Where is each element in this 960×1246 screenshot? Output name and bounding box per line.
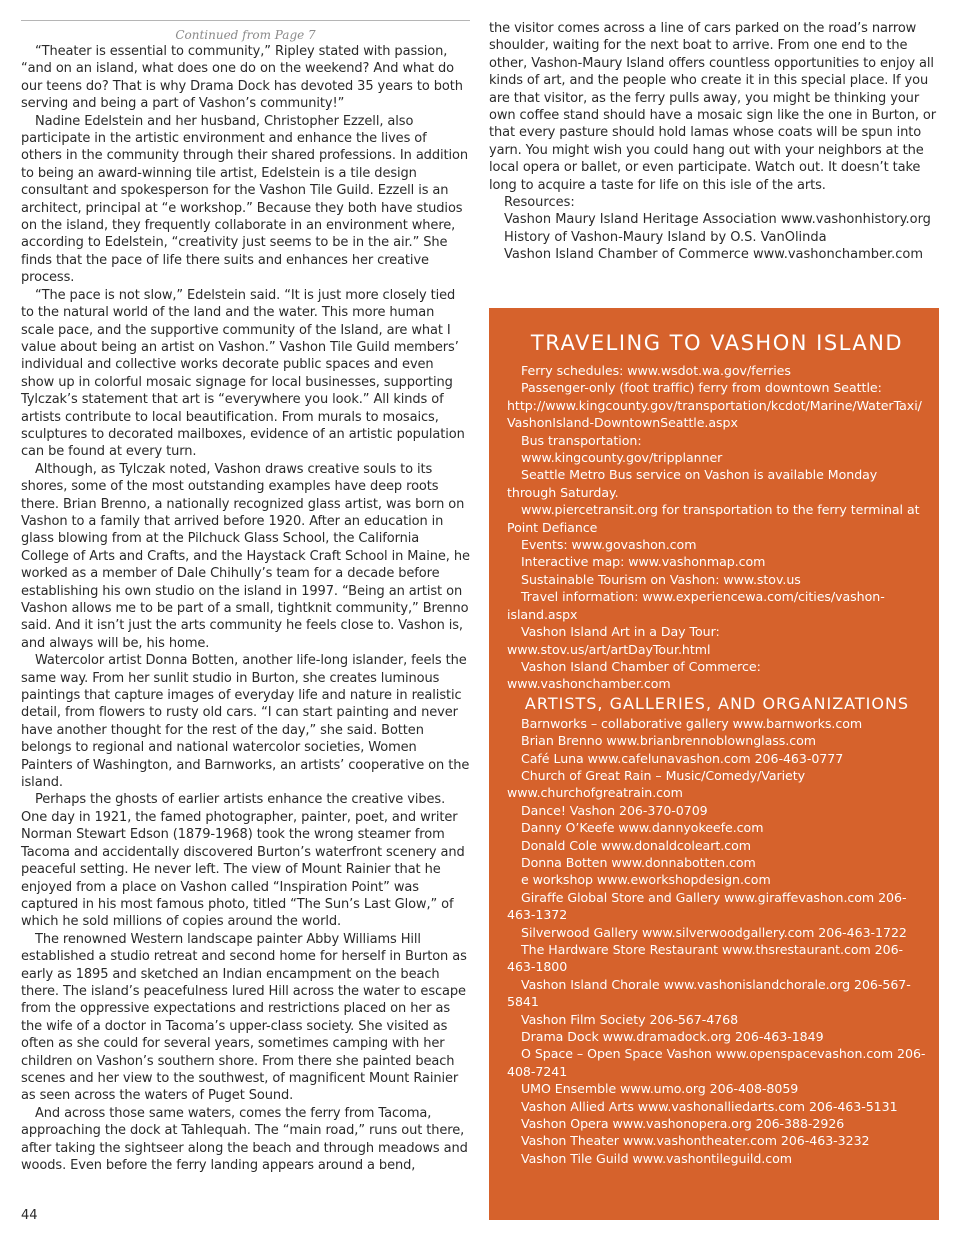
sidebar-list-item: Drama Dock www.dramadock.org 206-463-1849 xyxy=(521,1029,824,1045)
right-column xyxy=(489,20,940,264)
sidebar-list-item: Donna Botten www.donnabotten.com xyxy=(521,854,756,870)
sidebar-list-item: Passenger-only (foot traffic) ferry from downtown Seattle: http://www.kingcounty.gov/transportation/kcdot/Marine/WaterTaxi/VashonIsland-DowntownSeattle.aspx xyxy=(507,380,922,431)
article-paragraph: the visitor comes across a line of cars parked on the road’s narrow shoulder, waiting for the next boat to arrive. From one end to the other, Vashon-Maury Island offers countless opportunities to enjoy all kinds of art, and the people who create it in this special place. If you are that visitor, as the ferry pulls away, you might be thinking your own coffee stand should have a mosaic sign like the one in Burton, or that every pasture should hold lamas whose coats will be spun into yarn. You might wish you could hang out with your neighbors at the local opera or ballet, or even participate. Watch out. It doesn’t take long to acquire a taste for life on this isle of the arts. xyxy=(489,21,937,193)
sidebar-list-item: Dance! Vashon 206-370-0709 xyxy=(521,802,708,818)
article-paragraph: Perhaps the ghosts of earlier artists enhance the creative vibes. One day in 1921, the famed photographer, painter, poet, and writer Norman Stewart Edson (1879-1968) took the wrong steamer from Tacoma and accidentally discovered Burton’s waterfront scenery and peaceful setting. He never left. The view of Mount Rainier that he enjoyed from a place on Vashon called “Inspiration Point” was captured in his most famous photo, titled “The Sun’s Last Glow,” of which he sold millions of copies around the world. xyxy=(21,792,465,930)
sidebar-list-item: Giraffe Global Store and Gallery www.giraffevashon.com 206-463-1372 xyxy=(507,889,907,923)
sidebar-list-item: Barnworks – collaborative gallery www.barnworks.com xyxy=(521,715,863,731)
sidebar-list-item: UMO Ensemble www.umo.org 206-408-8059 xyxy=(521,1081,799,1097)
travel-sidebar xyxy=(489,308,939,1220)
article-paragraph: Although, as Tylczak noted, Vashon draws creative souls to its shores, some of the most outstanding examples have deep roots there. Brian Brenno, a nationally recognized glass artist, was born on Vashon to a family that arrived before 1920. After an education in glass blowing from at the Pilchuck Glass School, the California College of Arts and Crafts, and the Haystack Craft School in Maine, he worked as a member of Dale Chihully’s team for a decade before establishing his own studio on the island in 1997. “Being an artist on Vashon allows me to be part of a small, tightknit community,” Brenno said. And it isn’t just the arts community he feels close to. Vashon is, and always will be, his home. xyxy=(21,461,470,651)
sidebar-list-item: Church of Great Rain – Music/Comedy/Variety www.churchofgreatrain.com xyxy=(507,767,806,801)
sidebar-list-item: Bus transportation: xyxy=(521,432,642,448)
sidebar-list-item: O Space – Open Space Vashon www.openspacevashon.com 206-408-7241 xyxy=(507,1046,926,1079)
sidebar-list-item: Donald Cole www.donaldcoleart.com xyxy=(521,837,751,853)
sidebar-list-item: Silverwood Gallery www.silverwoodgallery.com 206-463-1722 xyxy=(521,924,907,940)
sidebar-list-item: Vashon Island Art in a Day Tour: www.stov.us/art/artDayTour.html xyxy=(507,624,720,657)
sidebar-list-item: Events: www.govashon.com xyxy=(521,537,697,553)
top-rule xyxy=(21,20,470,21)
resources-heading: Resources: xyxy=(504,195,575,211)
sidebar-list-item: Interactive map: www.vashonmap.com xyxy=(521,554,766,570)
sidebar-list-item: e workshop www.eworkshopdesign.com xyxy=(521,872,771,888)
sidebar-list-item: Seattle Metro Bus service on Vashon is available Monday through Saturday. xyxy=(507,467,878,500)
sidebar-list-item: Café Luna www.cafelunavashon.com 206-463-0777 xyxy=(521,750,844,766)
continued-note: Continued from Page 7 xyxy=(175,28,316,42)
sidebar-list-item: Sustainable Tourism on Vashon: www.stov.us xyxy=(521,571,801,587)
sidebar-list-item: Vashon Allied Arts www.vashonalliedarts.com 206-463-5131 xyxy=(521,1098,898,1114)
resource-item: Vashon Island Chamber of Commerce www.vashonchamber.com xyxy=(504,247,924,263)
article-paragraph: “Theater is essential to community,” Ripley stated with passion, “and on an island, what does one do on the weekend? And what do our teens do? That is why Drama Dock has devoted 35 years to both serving and being a part of Vashon’s community!” xyxy=(21,44,463,112)
article-paragraph: The renowned Western landscape painter Abby Williams Hill established a studio retreat and second home for herself in Burton as early as 1895 and sketched an Indian encampment on the beach there. The island’s peacefulness lured Hill across the water to escape from the oppressive expectations and restrictions placed on her as the wife of a doctor in Tacoma’s upper-class society. She visited as often as she could for several years, sometimes camping with her children on Vashon’s southern shore. From there she painted beach scenes and her view to the southwest, of magnificent Mount Rainier as seen across the waters of Puget Sound. xyxy=(21,931,467,1104)
sidebar-list-item: Travel information: www.experiencewa.com/cities/vashon-island.aspx xyxy=(507,589,885,622)
sidebar-list-item: Vashon Film Society 206-567-4768 xyxy=(521,1011,739,1027)
travel-list xyxy=(507,362,927,693)
sidebar-list-item: Vashon Island Chorale www.vashonislandchorale.org 206-567-5841 xyxy=(507,976,911,1010)
sidebar-list-item: Vashon Tile Guild www.vashontileguild.com xyxy=(521,1150,793,1166)
article-paragraph: “The pace is not slow,” Edelstein said. “It is just more closely tied to the natural world of the land and the water. This more human scale pace, and the supportive community of the Island, are what I value about being an artist on Vashon.” Vashon Tile Guild members’ individual and collective works decorate public spaces and even show up in colorful mosaic signage for local businesses, supporting Tylczak’s statement that art is “everywhere you look.” All kinds of artists contribute to local beautification. From murals to mosaics, sculptures to decorated mailboxes, evidence of an artistic population can be found at every turn. xyxy=(21,287,465,460)
article-paragraph: Nadine Edelstein and her husband, Christopher Ezzell, also participate in the artistic environment and enhance the lives of others in the community through their shared professions. In addition to being an award-winning tile artist, Edelstein is a tile design consultant and spokesperson for the Vashon Tile Guild. Ezzell is an architect, principal at “e workshop.” Because they both have studios on the island, they frequently collaborate in an environment where, according to Edelstein, “creativity just seems to be in the air.” She finds that the pace of life there suits and enhances her creative process. xyxy=(21,113,469,286)
resource-item: Vashon Maury Island Heritage Association www.vashonhistory.org xyxy=(504,212,931,228)
sidebar-list-item: The Hardware Store Restaurant www.thsrestaurant.com 206-463-1800 xyxy=(507,942,904,975)
org-list xyxy=(507,715,927,1168)
sidebar-list-item: Vashon Opera www.vashonopera.org 206-388-2926 xyxy=(521,1116,845,1132)
sidebar-list-item: Vashon Island Chamber of Commerce: www.vashonchamber.com xyxy=(507,658,761,692)
sidebar-subtitle: ARTISTS, GALLERIES, AND ORGANIZATIONS xyxy=(524,693,910,713)
article-paragraph: Watercolor artist Donna Botten, another life-long islander, feels the same way. From her sunlit studio in Burton, she creates luminous paintings that capture images of everyday life and nature in realistic detail, from flowers to rusty old cars. “I can start painting and never have another thought for the rest of the day,” she said. Botten belongs to regional and national watercolor societies, Women Painters of Washington, and Barnworks, an artists’ cooperative on the island. xyxy=(21,653,470,791)
resource-item: History of Vashon-Maury Island by O.S. VanOlinda xyxy=(504,229,827,245)
sidebar-list-item: Ferry schedules: www.wsdot.wa.gov/ferries xyxy=(521,363,791,378)
sidebar-list-item: Brian Brenno www.brianbrennoblownglass.com xyxy=(521,733,817,749)
sidebar-list-item: www.piercetransit.org for transportation to the ferry terminal at Point Defiance xyxy=(507,502,920,535)
article-paragraph: And across those same waters, comes the ferry from Tacoma, approaching the dock at Tahlequah. The “main road,” runs out there, after taking the sightseer along the beach and through meadows and woods. Even before the ferry landing appears around a bend, xyxy=(21,1105,468,1173)
left-column xyxy=(21,20,470,1174)
sidebar-title: TRAVELING TO VASHON ISLAND xyxy=(530,331,904,355)
sidebar-list-item: Danny O’Keefe www.dannyokeefe.com xyxy=(521,820,764,836)
sidebar-list-item: Vashon Theater www.vashontheater.com 206-463-3232 xyxy=(521,1133,870,1149)
page-number: 44 xyxy=(21,1208,38,1223)
sidebar-list-item: www.kingcounty.gov/tripplanner xyxy=(521,450,723,466)
